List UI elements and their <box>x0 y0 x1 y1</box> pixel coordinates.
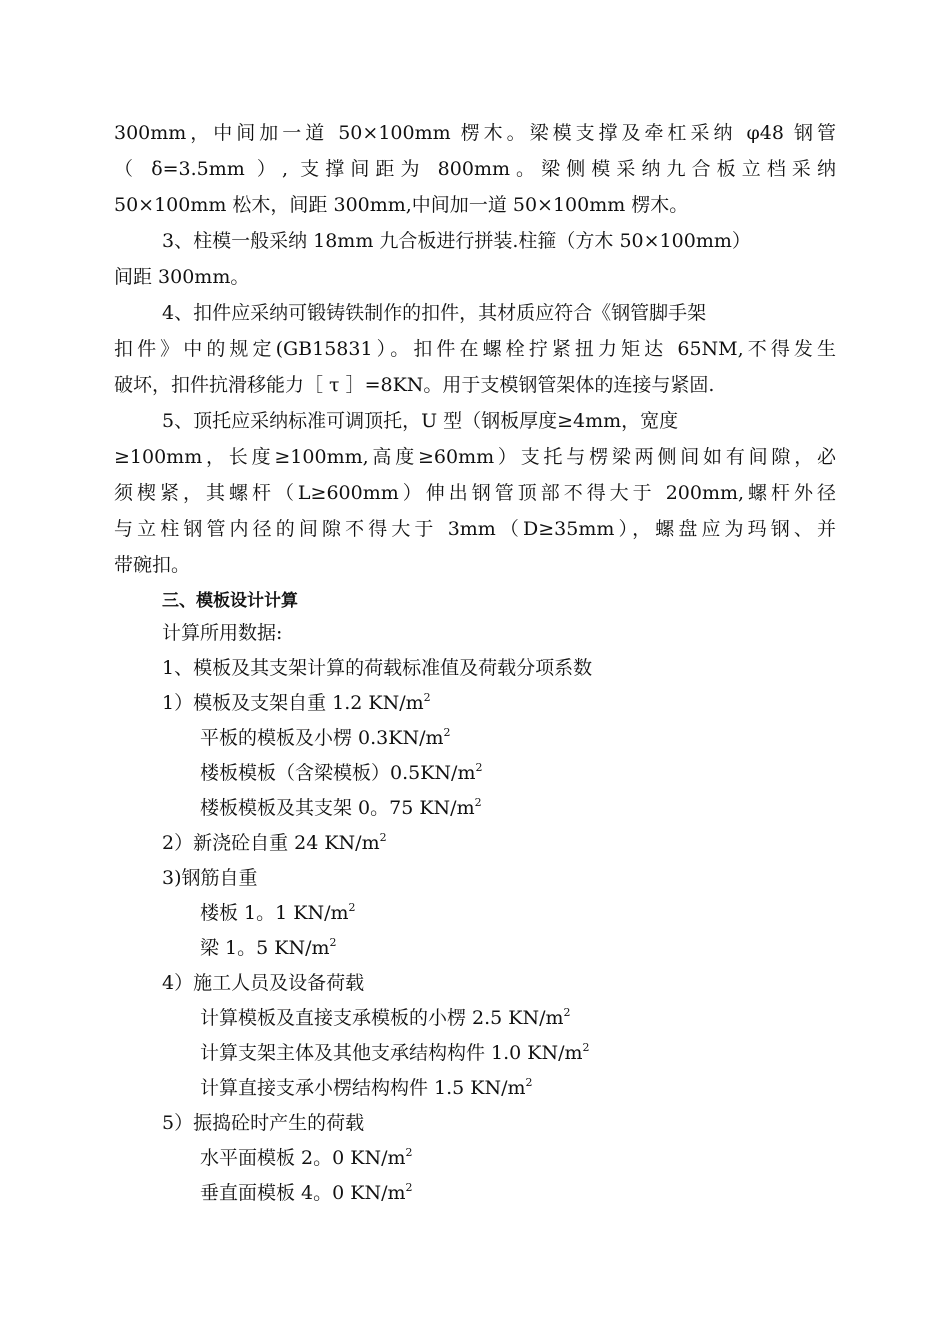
paragraph-line: （ δ=3.5mm ）, 支撑间距为 800mm。梁侧模采纳九合板立档采纳 <box>114 158 836 180</box>
superscript: 2 <box>405 1146 413 1159</box>
list-item: 平板的模板及小楞 $0.3KN/m^2$ <box>200 726 451 749</box>
paragraph-line: 带碗扣。 <box>114 554 191 576</box>
list-item: 2）新浇砼自重 24 $KN/m^2$ <box>162 831 387 854</box>
list-item: 1、模板及其支架计算的荷载标准值及荷载分项系数 <box>162 657 593 679</box>
paragraph-line: 3、柱模一般采纳 18mm 九合板进行拼装.柱箍（方木 50×100mm） <box>162 230 751 252</box>
list-item: 楼板 1。1 $KN/m^2$ <box>200 901 356 924</box>
paragraph-line: 破坏，扣件抗滑移能力［ τ ］=8KN。用于支模钢管架体的连接与紧固. <box>114 374 715 396</box>
paragraph-line: 300mm，中间加一道 50×100mm 楞木。梁模支撑及牵杠采纳 φ48 钢管 <box>114 122 836 144</box>
paragraph-line: 扣件》中的规定(GB15831）。扣件在螺栓拧紧扭力矩达 65NM,不得发生 <box>114 338 836 360</box>
paragraph-line: 与立柱钢管内径的间隙不得大于 3mm（D≥35mm），螺盘应为玛钢、并 <box>114 518 836 540</box>
list-item: 3)钢筋自重 <box>162 867 258 889</box>
superscript: 2 <box>475 761 483 774</box>
superscript: 2 <box>329 936 337 949</box>
list-item: 计算模板及直接支承模板的小楞 2.5 $KN/m^2$ <box>200 1006 571 1029</box>
list-item: 5）振捣砼时产生的荷载 <box>162 1112 365 1134</box>
paragraph-line: 5、顶托应采纳标准可调顶托，U 型（钢板厚度≥4mm，宽度 <box>162 410 679 432</box>
superscript: 2 <box>474 796 482 809</box>
list-item: 计算直接支承小楞结构构件 1.5 $KN/m^2$ <box>200 1076 533 1099</box>
section-heading: 三、模板设计计算 <box>162 591 298 611</box>
list-item: 水平面模板 2。0 $KN/m^2$ <box>200 1146 413 1169</box>
paragraph-line: 须楔紧，其螺杆（L≥600mm）伸出钢管顶部不得大于 200mm,螺杆外径 <box>114 482 836 504</box>
superscript: 2 <box>423 691 431 704</box>
list-item: 楼板模板及其支架 0。75 $KN/m^2$ <box>200 796 482 819</box>
paragraph-line: 4、扣件应采纳可锻铸铁制作的扣件，其材质应符合《钢管脚手架 <box>162 302 707 324</box>
superscript: 2 <box>525 1076 533 1089</box>
superscript: 2 <box>582 1041 590 1054</box>
superscript: 2 <box>563 1006 571 1019</box>
list-item: 梁 1。5 $KN/m^2$ <box>200 936 337 959</box>
paragraph-line: 50×100mm 松木，间距 300mm,中间加一道 50×100mm 楞木。 <box>114 194 689 216</box>
list-item: 垂直面模板 4。0 $KN/m^2$ <box>200 1181 413 1204</box>
list-item: 计算支架主体及其他支承结构构件 1.0 $KN/m^2$ <box>200 1041 590 1064</box>
superscript: 2 <box>379 831 387 844</box>
paragraph-line: 间距 300mm。 <box>114 266 250 288</box>
superscript: 2 <box>405 1181 413 1194</box>
paragraph-line: 计算所用数据: <box>162 622 283 644</box>
paragraph-line: ≥100mm，长度≥100mm,高度≥60mm）支托与楞梁两侧间如有间隙，必 <box>114 446 836 468</box>
list-item: 1）模板及支架自重 1.2 $KN/m^2$ <box>162 691 431 714</box>
list-item: 楼板模板（含梁模板）$0.5KN/m^2$ <box>200 761 483 784</box>
superscript: 2 <box>348 901 356 914</box>
superscript: 2 <box>443 726 451 739</box>
list-item: 4）施工人员及设备荷载 <box>162 972 365 994</box>
